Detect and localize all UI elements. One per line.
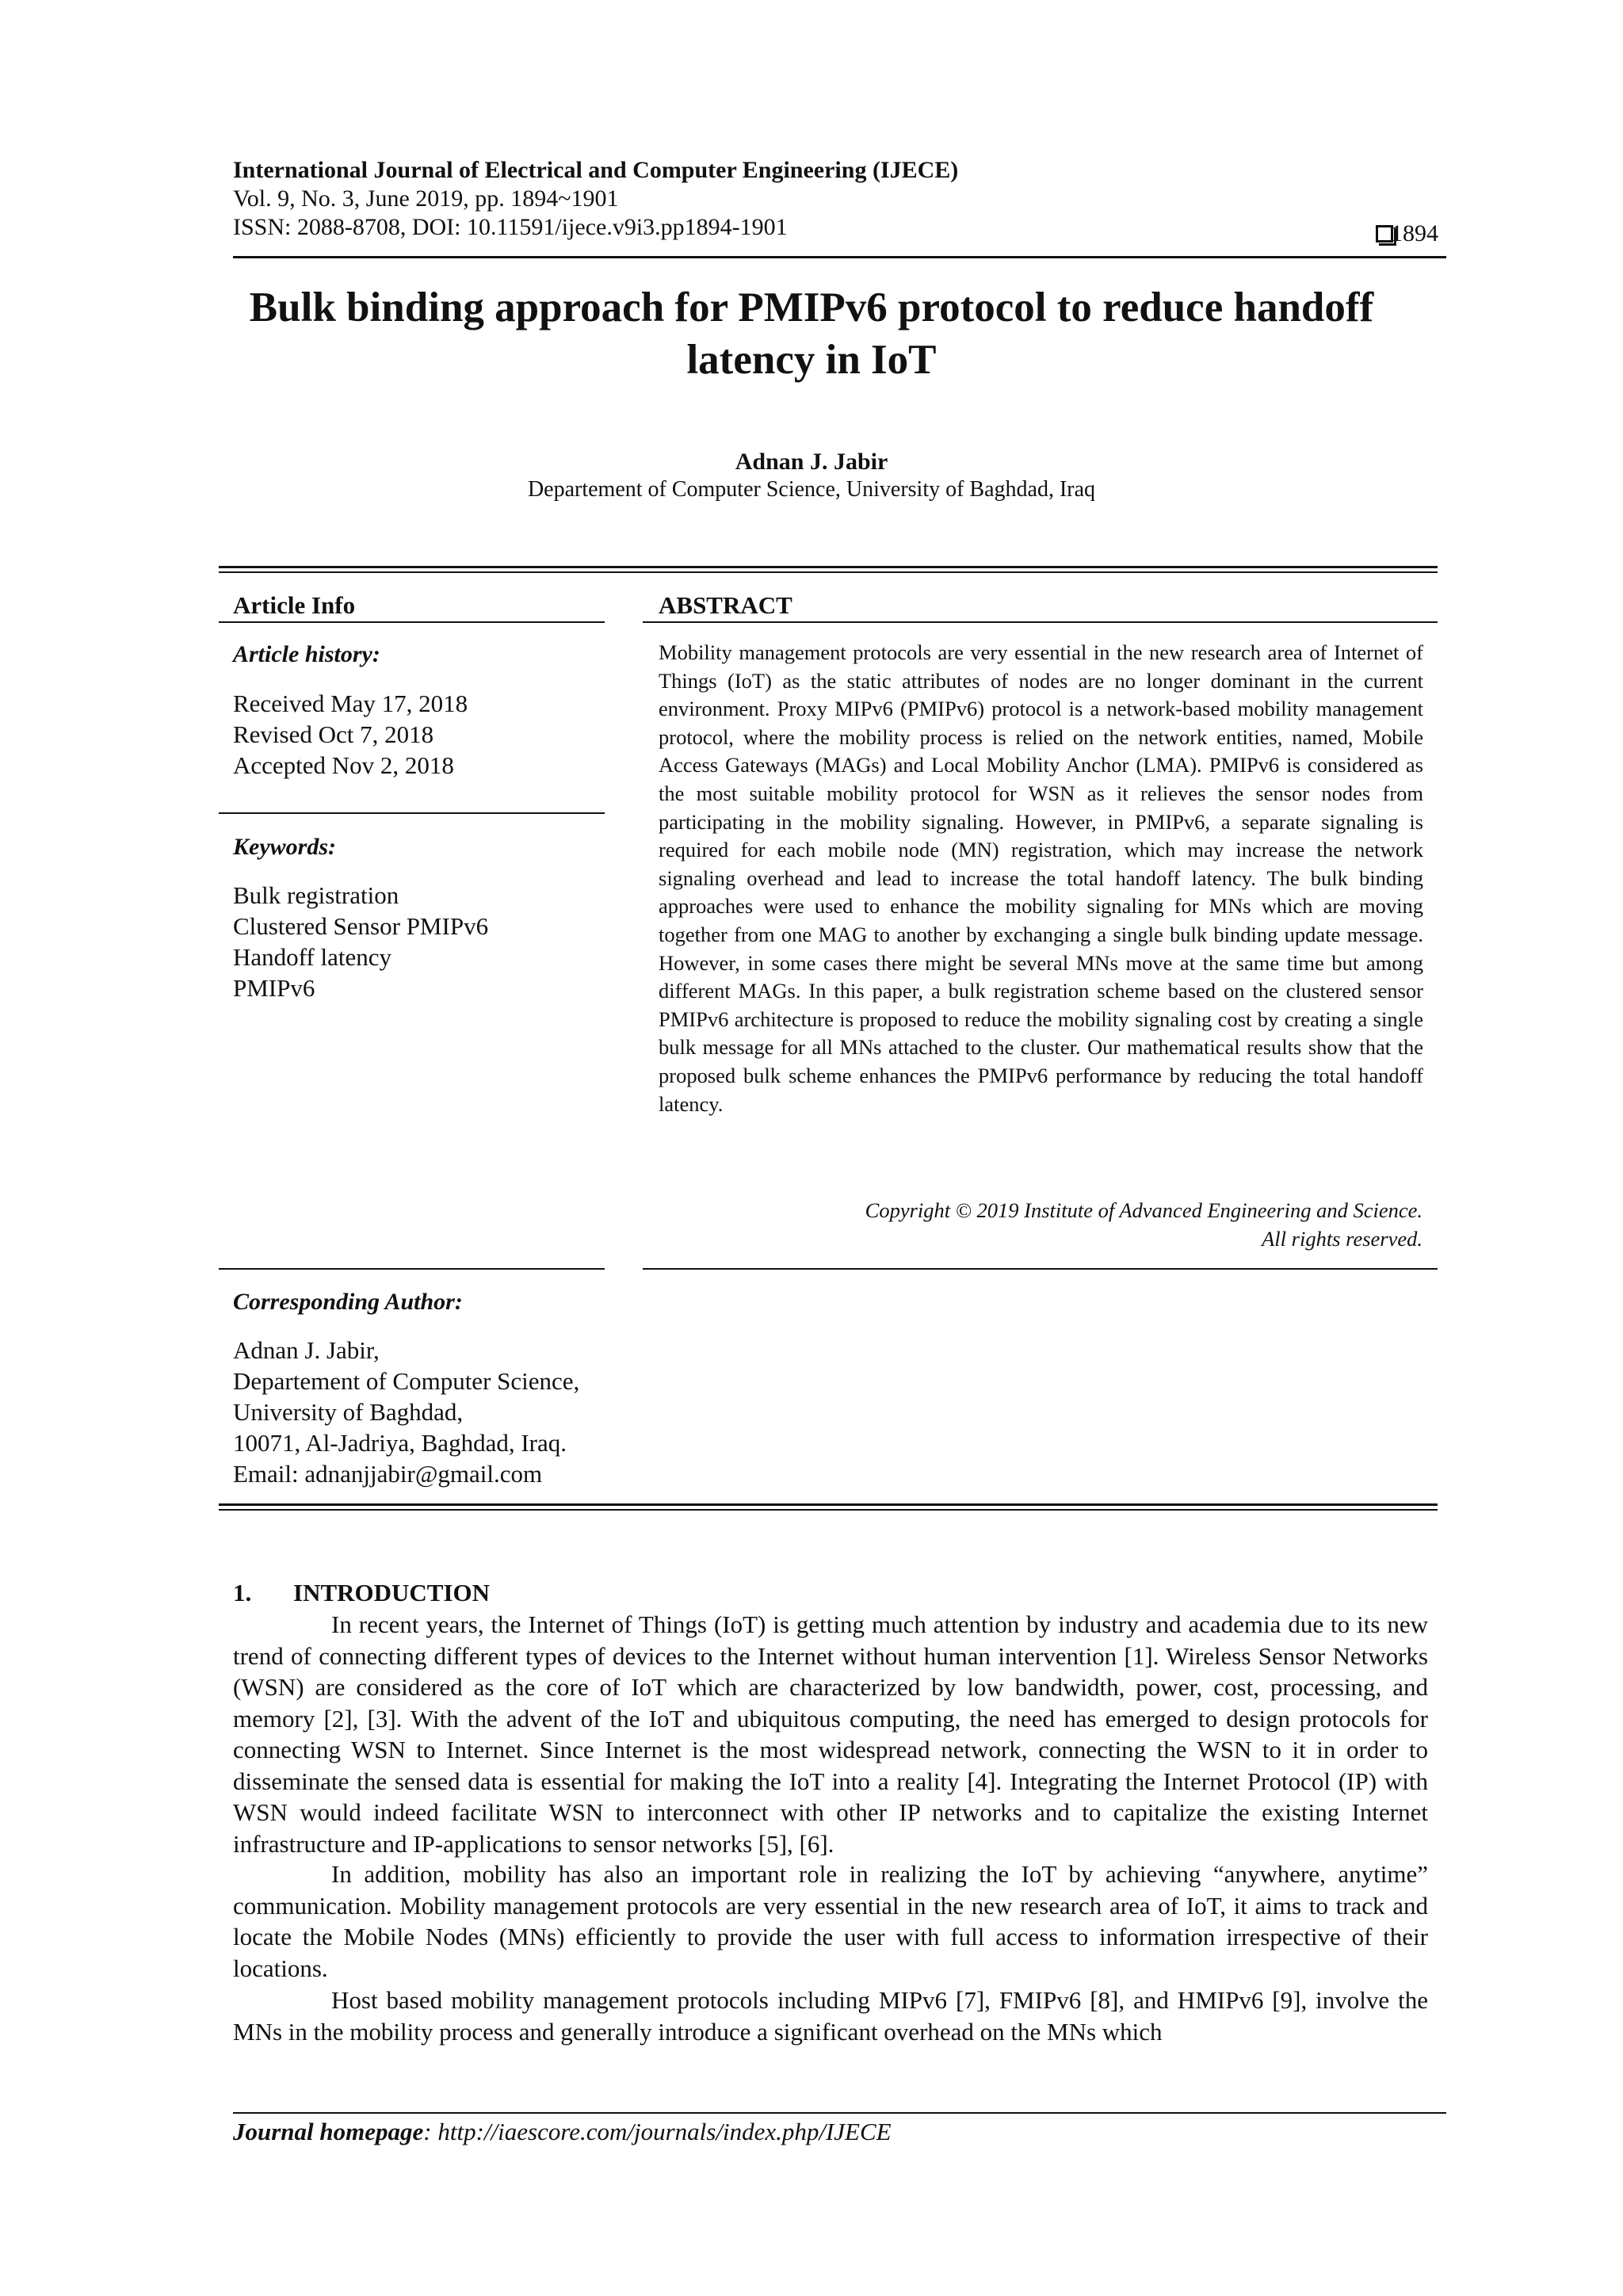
intro-paragraph-2: In addition, mobility has also an important role in realizing the IoT by achieving “anywhere, anytime” communication. Mobility management protocols are very essential in the new research area of IoT, it aims to track and locate the Mobile Nodes (MNs) efficiently to provide the user with full access to information irrespective of their locations. [233, 1860, 1428, 1982]
article-history-heading: Article history: [233, 641, 380, 667]
info-bottom-rule-2 [219, 1509, 1438, 1511]
keyword-4: PMIPv6 [233, 974, 315, 1002]
article-info-heading: Article Info [233, 591, 356, 619]
abstract-bottom-rule [643, 1268, 1438, 1270]
received-date: Received May 17, 2018 [233, 690, 468, 717]
keyword-1: Bulk registration [233, 881, 399, 909]
copyright-line-2: All rights reserved. [1262, 1227, 1423, 1251]
copyright-line-1: Copyright © 2019 Institute of Advanced Engineering and Science. [865, 1198, 1423, 1222]
keywords-heading: Keywords: [233, 834, 336, 860]
corresponding-department: Departement of Computer Science, [233, 1367, 580, 1395]
corresponding-name: Adnan J. Jabir, [233, 1336, 380, 1364]
paper-title: Bulk binding approach for PMIPv6 protocol to reduce handoff latency in IoT [249, 285, 1374, 383]
revised-date: Revised Oct 7, 2018 [233, 720, 434, 748]
intro-heading: INTRODUCTION [293, 1579, 491, 1606]
intro-heading-number: 1. [233, 1579, 252, 1606]
info-top-rule-2 [219, 571, 1438, 573]
accepted-date: Accepted Nov 2, 2018 [233, 751, 454, 779]
keyword-2: Clustered Sensor PMIPv6 [233, 912, 489, 940]
abstract-rule [643, 621, 1438, 623]
article-info-rule [219, 621, 605, 623]
abstract-heading: ABSTRACT [659, 591, 792, 619]
journal-name: International Journal of Electrical and Computer Engineering (IJECE) [233, 157, 959, 183]
keywords-rule [219, 1268, 605, 1270]
abstract-text: Mobility management protocols are very essential in the new research area of Internet of Things (IoT) as the static attributes of nodes are no longer dominant in the current environment. Proxy MIPv6 (PMIPv6) protocol is a network-based mobility management protocol, where the mobility process is relied on the network entities, named, Mobile Access Gateways (MAGs) and Local Mobility Anchor (LMA). PMIPv6 is considered as the most suitable mobility protocol for WSN as it relieves the sensor nodes from participating in the mobility signaling. However, in PMIPv6, a separate signaling is required for each mobile node (MN) registration, which may increase the network signaling overhead and lead to increase the total handoff latency. The bulk binding approaches were used to enhance the mobility signaling for MNs which are moving together from one MAG to another by exchanging a single bulk binding update message. However, in some cases there might be several MNs move at the same time but among different MAGs. In this paper, a bulk registration scheme based on the clustered sensor PMIPv6 architecture is proposed to reduce the mobility signaling cost by creating a single bulk message for all MNs attached to the cluster. Our mathematical results show that the proposed bulk scheme enhances the PMIPv6 performance by reducing the total handoff latency. [659, 640, 1423, 1116]
info-bottom-rule [219, 1503, 1438, 1506]
corresponding-email: Email: adnanjjabir@gmail.com [233, 1460, 543, 1488]
header-rule [233, 256, 1446, 258]
keyword-3: Handoff latency [233, 943, 391, 971]
intro-paragraph-3: Host based mobility management protocols including MIPv6 [7], FMIPv6 [8], and HMIPv6 [9], involve the MNs in the mobility process and generally introduce a significant overhead on the MNs which [233, 1986, 1428, 2046]
issn-line: ISSN: 2088-8708, DOI: 10.11591/ijece.v9i3.pp1894-1901 [233, 214, 788, 240]
footer-rule [233, 2112, 1446, 2114]
history-rule [219, 812, 605, 814]
intro-paragraph-1: In recent years, the Internet of Things (IoT) is getting much attention by industry and academia due to its new trend of connecting different types of devices to the Internet without human intervention [1]. Wireless Sensor Networks (WSN) are considered as the core of IoT which are characterized by low bandwidth, power, cost, processing, and memory [2], [3]. With the advent of the IoT and ubiquitous computing, the need has emerged to design protocols for connecting WSN to Internet. Since Internet is the most widespread network, connecting the WSN to it in order to disseminate the sensed data is essential for making the IoT into a reality [4]. Integrating the Internet Protocol (IP) with WSN would indeed facilitate WSN to interconnect with other IP networks and to capitalize the existing Internet infrastructure and IP-applications to sensor networks [5], [6]. [233, 1610, 1428, 1858]
journal-homepage-label: Journal homepage [233, 2118, 424, 2145]
page-number: 1894 [1391, 220, 1438, 246]
journal-homepage [233, 2116, 892, 2148]
corresponding-university: University of Baghdad, [233, 1398, 464, 1426]
journal-homepage-url[interactable]: : http://iaescore.com/journals/index.php/IJECE [423, 2118, 892, 2145]
author-name: Adnan J. Jabir [735, 449, 888, 475]
corresponding-address: 10071, Al-Jadriya, Baghdad, Iraq. [233, 1429, 567, 1457]
corresponding-heading: Corresponding Author: [233, 1289, 463, 1315]
author-affiliation: Departement of Computer Science, University of Baghdad, Iraq [527, 477, 1096, 502]
volume-line: Vol. 9, No. 3, June 2019, pp. 1894~1901 [233, 185, 619, 212]
info-top-rule [219, 566, 1438, 568]
